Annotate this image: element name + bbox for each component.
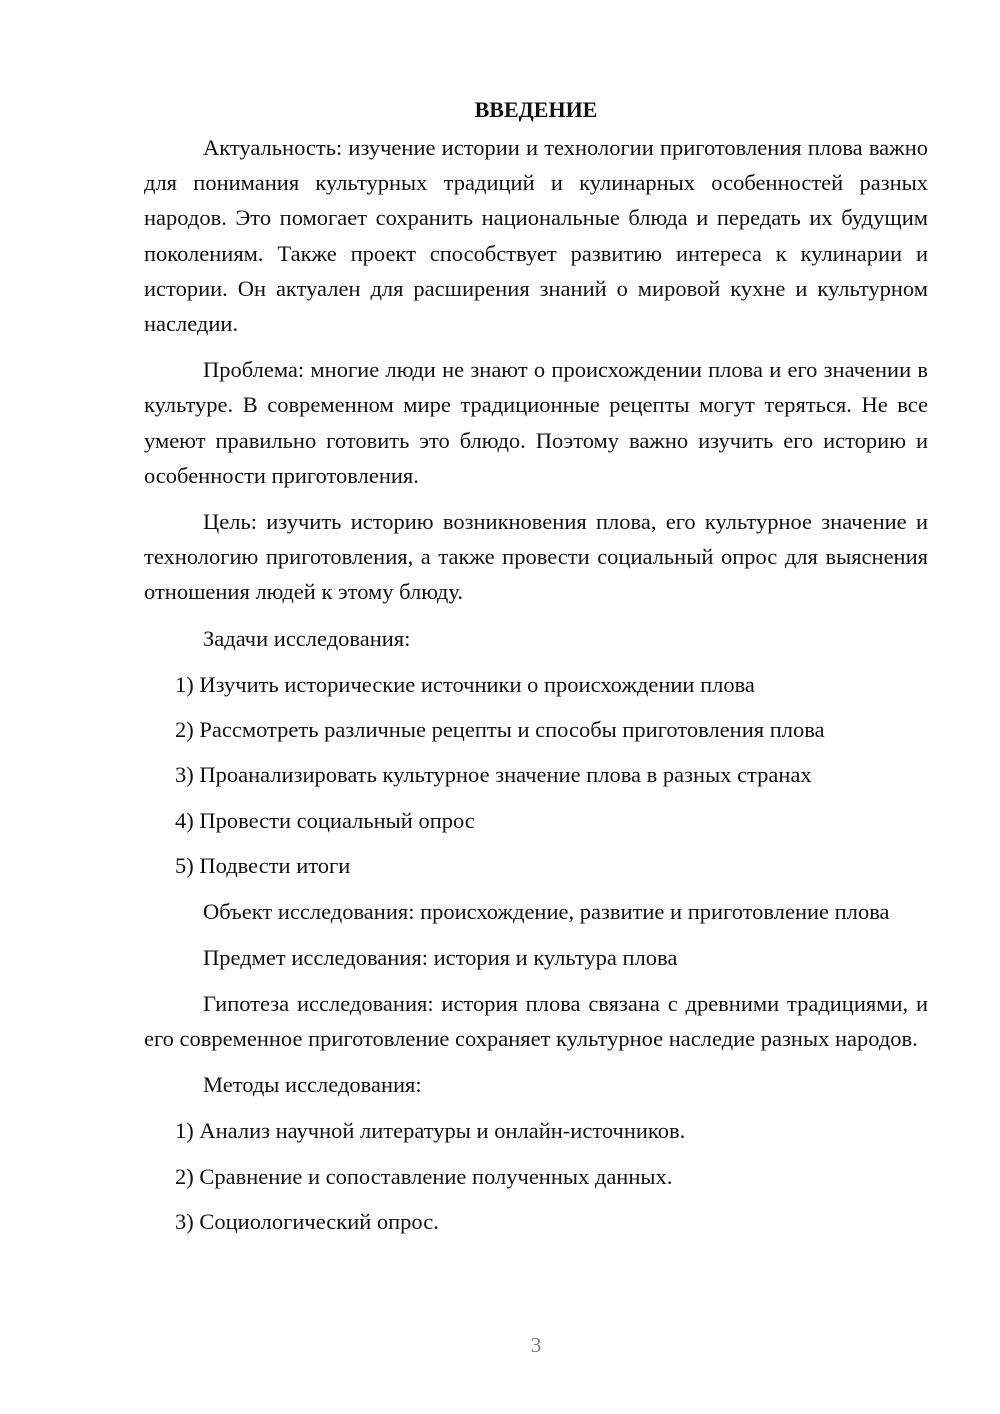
- task-item-2: 2) Рассмотреть различные рецепты и способы приготовления плова: [175, 717, 825, 743]
- goal-paragraph: Цель: изучить историю возникновения плова, его культурное значение и технологию приготовления, а также провести социальный опрос для выяснения отношения людей к этому блюду.: [144, 509, 928, 605]
- method-item-2: 2) Сравнение и сопоставление полученных данных.: [175, 1163, 673, 1189]
- method-item-1: 1) Анализ научной литературы и онлайн-источников.: [175, 1118, 686, 1144]
- document-body: [144, 94, 928, 1249]
- object-paragraph: Объект исследования: происхождение, развитие и приготовление плова: [203, 898, 890, 924]
- subject-paragraph: Предмет исследования: история и культура плова: [203, 944, 678, 970]
- methods-list: [144, 1113, 928, 1239]
- methods-heading: Методы исследования:: [203, 1072, 422, 1098]
- relevance-paragraph: Актуальность: изучение истории и технологии приготовления плова важно для понимания культурных традиций и кулинарных особенностей разных народов. Это помогает сохранить национальные блюда и передать их будущим поколениям. Также проект способствует развитию интереса к кулинарии и истории. Он актуален для расширения знаний о мировой кухне и культурном наследии.: [144, 135, 928, 337]
- page-number: 3: [530, 1333, 542, 1357]
- hypothesis-paragraph: Гипотеза исследования: история плова связана с древними традициями, и его современное приготовление сохраняет культурное наследие разных народов.: [144, 990, 928, 1051]
- task-item-3: 3) Проанализировать культурное значение плова в разных странах: [175, 762, 812, 788]
- tasks-list: [144, 667, 928, 884]
- page-title: ВВЕДЕНИЕ: [474, 97, 598, 122]
- task-item-4: 4) Провести социальный опрос: [175, 807, 475, 833]
- task-item-1: 1) Изучить исторические источники о происхождении плова: [175, 671, 755, 697]
- task-item-5: 5) Подвести итоги: [175, 853, 351, 879]
- method-item-3: 3) Социологический опрос.: [175, 1208, 439, 1234]
- tasks-heading: Задачи исследования:: [203, 625, 411, 651]
- problem-paragraph: Проблема: многие люди не знают о происхождении плова и его значении в культуре. В современном мире традиционные рецепты могут теряться. Не все умеют правильно готовить это блюдо. Поэтому важно изучить его историю и особенности приготовления.: [144, 357, 928, 488]
